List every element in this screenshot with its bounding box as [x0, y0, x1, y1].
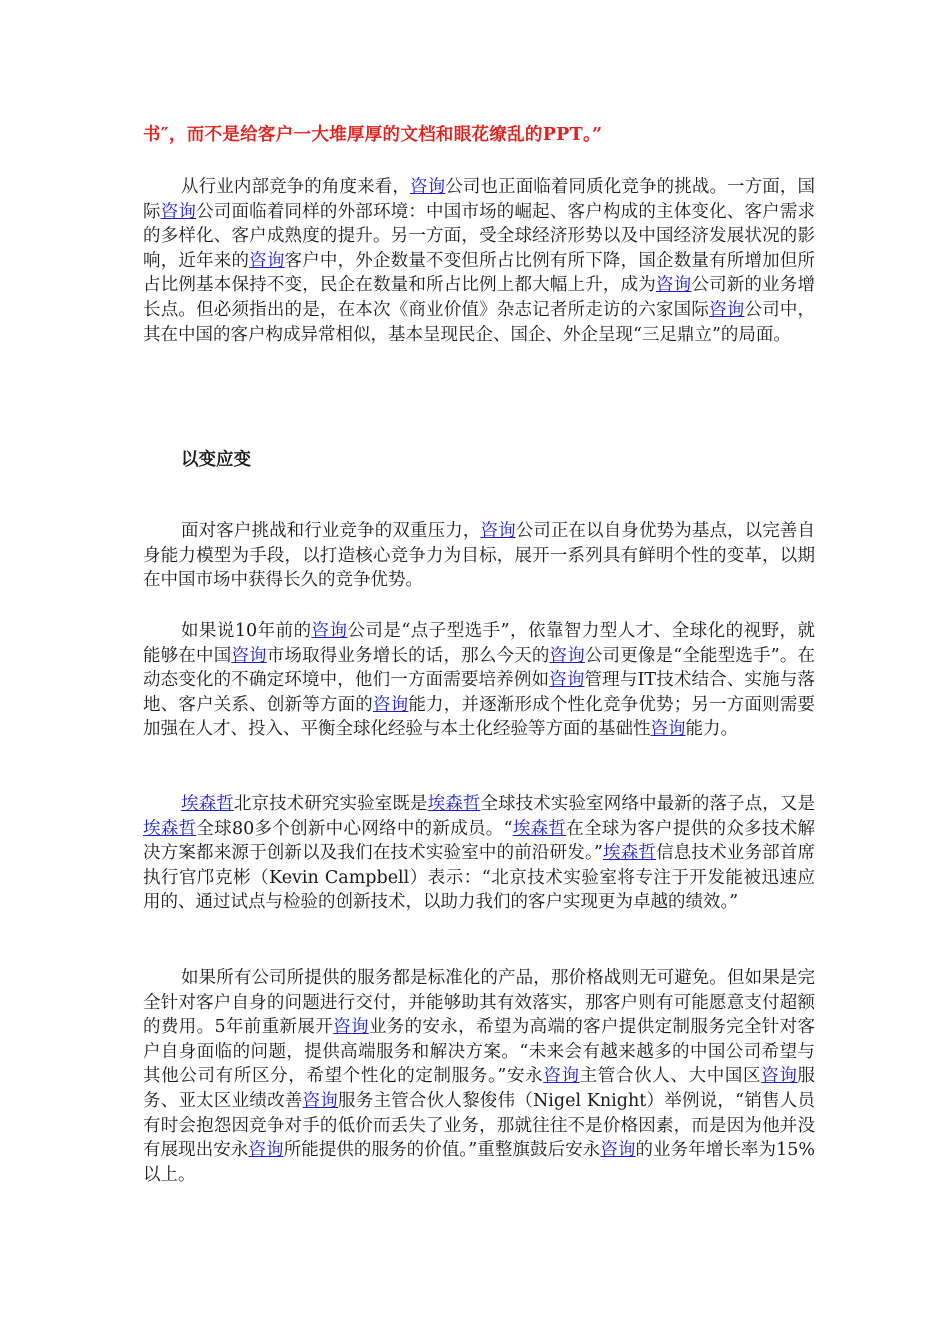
keyword-link[interactable]: 埃森哲	[143, 818, 197, 839]
keyword-link[interactable]: 咨询	[248, 1140, 284, 1161]
keyword-link[interactable]: 咨询	[543, 1066, 580, 1087]
text-segment: 在全球为客户提供的众多技术解决方案都来源于创新以及我们在技术实验室中的前沿研发。”	[143, 818, 816, 864]
keyword-link[interactable]: 咨询	[302, 1090, 338, 1111]
text-segment: 面对客户挑战和行业竞争的双重压力，	[181, 521, 481, 541]
keyword-link[interactable]: 咨询	[249, 250, 285, 271]
keyword-link[interactable]: 咨询	[600, 1140, 636, 1161]
text-segment: 服务、亚太区业绩改善	[143, 1066, 816, 1111]
keyword-link[interactable]: 咨询	[231, 645, 267, 666]
keyword-link[interactable]: 咨询	[410, 177, 446, 197]
highlighted-quote-line: 书″，而不是给客户一大堆厚厚的文档和眼花缭乱的PPT。”	[143, 125, 603, 145]
paragraph-dual-pressure	[143, 519, 815, 593]
keyword-link[interactable]: 咨询	[333, 1017, 369, 1038]
paragraph-industry-competition	[143, 175, 815, 347]
text-segment: 能力，并逐渐形成个性化竞争优势；另一方面则需要加强在人才、投入、平衡全球化经验与本土化经验等方面的基础性	[143, 694, 816, 740]
text-segment: 全球技术实验室网络中最新的落子点，又是	[480, 794, 816, 814]
text-segment: 业务的安永，希望为高端的客户提供定制服务完全针对客户自身面临的问题，提供高端服务和解决方案。“未来会有越来越多的中国公司希望与其他公司有所区分，希望个性化的定制服务。”安永	[143, 1017, 816, 1087]
keyword-link[interactable]: 咨询	[655, 275, 692, 296]
text-segment: 能力。	[685, 719, 738, 740]
text-segment: 市场取得业务增长的话，那么今天的	[266, 645, 550, 666]
keyword-link[interactable]: 埃森哲	[181, 794, 234, 814]
keyword-link[interactable]: 埃森哲	[427, 794, 481, 814]
keyword-link[interactable]: 咨询	[549, 670, 585, 691]
text-segment: 管理与IT技术结合、实施与落地、客户关系、创新等方面的	[143, 670, 815, 715]
keyword-link[interactable]: 埃森哲	[512, 818, 567, 839]
text-segment: 如果说10年前的	[181, 621, 312, 641]
text-segment: 所能提供的服务的价值。”重整旗鼓后安永	[283, 1140, 601, 1161]
keyword-link[interactable]: 咨询	[311, 621, 348, 641]
text-segment: 客户中，外企数量不变但所占比例有所下降，国企数量有所增加但所占比例基本保持不变，民企在数量和所占比例上都大幅上升，成为	[143, 250, 816, 296]
paragraph-allround-player	[143, 619, 815, 742]
text-segment: 公司面临着同样的外部环境：中国市场的崛起、客户构成的主体变化、客户需求的多样化、客户成熟度的提升。另一方面，受全球经济形势以及中国经济发展状况的影响，近年来的	[143, 201, 816, 271]
keyword-link[interactable]: 咨询	[761, 1066, 798, 1087]
keyword-link[interactable]: 咨询	[160, 201, 197, 222]
text-segment: 服务主管合伙人黎俊伟（Nigel Knight）举例说，“销售人员有时会抱怨因竞争对手的低价而丢失了业务，那就往往不是价格因素，而是因为他并没有展现出安永	[143, 1090, 815, 1161]
keyword-link[interactable]: 咨询	[549, 645, 585, 666]
text-segment: 信息技术业务部首席执行官邝克彬（Kevin Campbell）表示：“北京技术实验室将专注于开发能被迅速应用的、通过试点与检验的创新技术，以助力我们的客户实现更为卓越的绩效。”	[143, 843, 816, 913]
text-segment: 公司也正面临着同质化竞争的挑战。一方面，国际	[143, 177, 816, 222]
text-segment: 北京技术研究实验室既是	[233, 794, 428, 814]
text-segment: 全球80多个创新中心网络中的新成员。“	[196, 818, 513, 839]
text-segment: 如果所有公司所提供的服务都是标准化的产品，那价格战则无可避免。但如果是完全针对客户自身的问题进行交付，并能够助其有效落实，那客户则有可能愿意支付超额的费用。5年前重新展开	[143, 968, 815, 1038]
text-segment: 公司更像是“全能型选手”。在动态变化的不确定环境中，他们一方面需要培养例如	[143, 645, 816, 691]
section-heading: 以变应变	[181, 450, 251, 470]
text-segment: 公司新的业务增长点。但必须指出的是，在本次《商业价值》杂志记者所走访的六家国际	[143, 275, 816, 320]
text-segment: 公司是“点子型选手”，依靠智力型人才、全球化的视野，就能够在中国	[143, 621, 815, 666]
text-segment: 从行业内部竞争的角度来看，	[181, 177, 410, 197]
text-segment: 主管合伙人、大中国区	[579, 1066, 762, 1087]
keyword-link[interactable]: 咨询	[650, 719, 686, 740]
keyword-link[interactable]: 埃森哲	[602, 843, 657, 864]
text-segment: 公司正在以自身优势为基点，以完善自身能力模型为手段，以打造核心竞争力为目标，展开一系列具有鲜明个性的变革，以期在中国市场中获得长久的竞争优势。	[143, 521, 816, 591]
keyword-link[interactable]: 咨询	[480, 521, 516, 541]
paragraph-accenture-lab	[143, 792, 815, 915]
keyword-link[interactable]: 咨询	[709, 299, 745, 320]
text-segment: 的业务年增长率为15%以上。	[143, 1140, 815, 1185]
text-segment: 公司中，其在中国的客户构成异常相似，基本呈现民企、国企、外企呈现“三足鼎立”的局面。	[143, 299, 816, 345]
keyword-link[interactable]: 咨询	[372, 694, 409, 715]
paragraph-ey-consulting	[143, 966, 815, 1187]
